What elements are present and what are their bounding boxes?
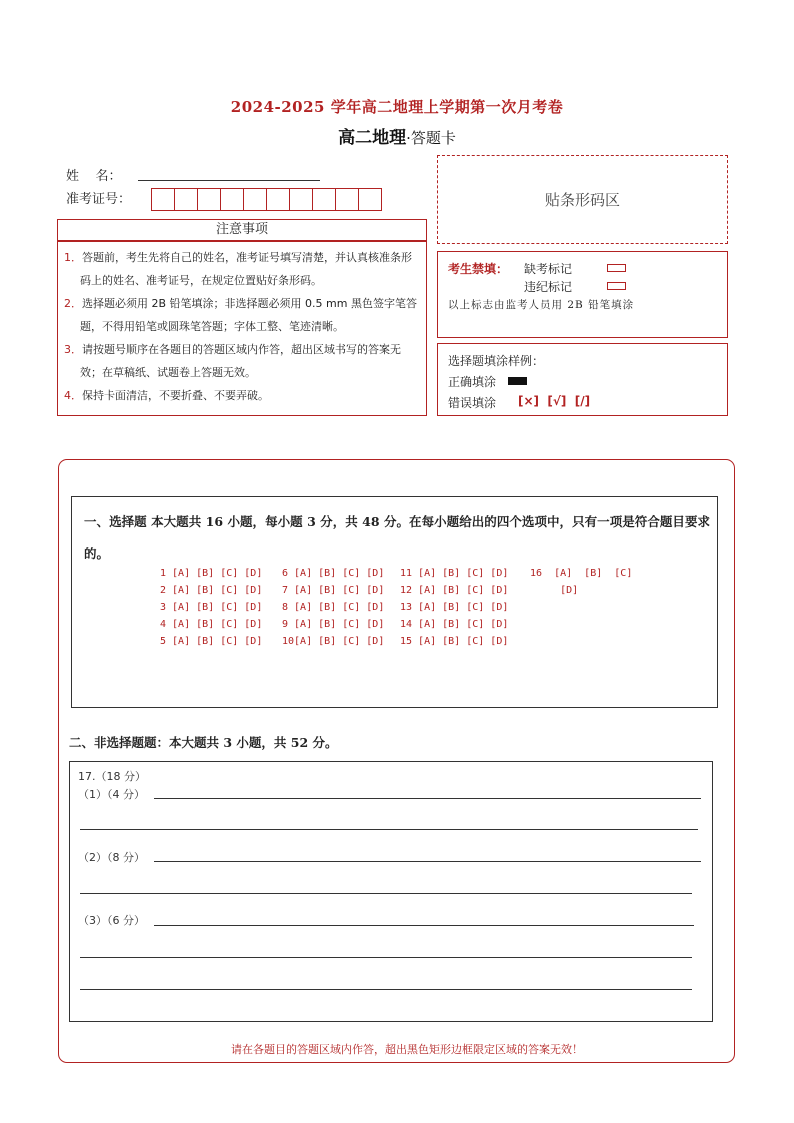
exam-title: 2024-2025 学年高二地理上学期第一次月考卷 [230,98,564,116]
answer-line[interactable] [80,989,692,990]
id-box[interactable] [197,188,221,211]
violation-mark-checkbox[interactable] [607,282,626,290]
choice-section-instruction: 一、选择题 本大题共 16 小题，每小题 3 分，共 48 分。在每小题给出的四个选项中，只有一项是符合题目要求的。 [84,514,710,561]
choice-q14[interactable]: 14 [A] [B] [C] [D] [400,619,509,630]
choice-q7[interactable]: 7 [A] [B] [C] [D] [282,585,385,596]
choice-q8[interactable]: 8 [A] [B] [C] [D] [282,602,385,613]
absent-mark-checkbox[interactable] [607,264,626,272]
notice-title: 注意事项 [57,219,427,241]
proctor-mark-box [437,251,728,338]
answer-line[interactable] [154,925,694,926]
choice-q5[interactable]: 5 [A] [B] [C] [D] [160,636,263,647]
free-response-box [69,761,713,1022]
choice-q9[interactable]: 9 [A] [B] [C] [D] [282,619,385,630]
choice-q16-d[interactable]: [D] [530,585,579,596]
id-box[interactable] [220,188,244,211]
answer-line[interactable] [80,893,692,894]
choice-q1[interactable]: 1 [A] [B] [C] [D] [160,568,263,579]
choice-q16[interactable]: 16 [A] [B] [C] [530,568,633,579]
question-17-1-label: （1）（4 分） [78,788,145,801]
answer-line[interactable] [154,861,701,862]
choice-q13[interactable]: 13 [A] [B] [C] [D] [400,602,509,613]
name-label: 姓 名： [66,169,122,184]
answer-line[interactable] [80,829,698,830]
question-17-3-label: （3）（6 分） [78,914,145,927]
notice-item: 4．保持卡面清洁，不要折叠、不要弄破。 [64,389,269,402]
notice-box [57,241,427,416]
sample-correct-label: 正确填涂 [448,375,497,389]
name-field[interactable] [138,180,320,181]
footer-warning: 请在各题目的答题区域内作答，超出黑色矩形边框限定区域的答案无效！ [231,1043,583,1056]
id-box[interactable] [243,188,267,211]
notice-item: 3．请按题号顺序在各题目的答题区域内作答，超出区域书写的答案无效；在草稿纸、试题卷上答题无效。 [64,343,401,379]
barcode-area [437,155,728,244]
card-title [0,123,794,148]
id-box[interactable] [358,188,382,211]
filled-mark-icon [508,377,527,385]
notice-item: 2．选择题必须用 2B 铅笔填涂；非选择题必须用 0.5 mm 黑色签字笔答题，不得用铅笔或圆珠笔答题；字体工整、笔迹清晰。 [64,297,417,333]
choice-q12[interactable]: 12 [A] [B] [C] [D] [400,585,509,596]
choice-q6[interactable]: 6 [A] [B] [C] [D] [282,568,385,579]
answer-line[interactable] [80,957,692,958]
choice-q15[interactable]: 15 [A] [B] [C] [D] [400,636,509,647]
forbid-label: 考生禁填： [448,262,509,276]
fill-sample-box [437,343,728,416]
id-label: 准考证号： [66,192,132,207]
barcode-label: 贴条形码区 [544,191,620,209]
notice-item: 1．答题前，考生先将自己的姓名，准考证号填写清楚，并认真核准条形码上的姓名、准考证号，在规定位置贴好条形码。 [64,251,412,287]
id-box[interactable] [335,188,359,211]
choice-q10[interactable]: 10[A] [B] [C] [D] [282,636,385,647]
answer-line[interactable] [154,798,701,799]
id-box[interactable] [312,188,336,211]
absent-mark-label: 缺考标记 [524,262,573,276]
choice-q11[interactable]: 11 [A] [B] [C] [D] [400,568,509,579]
violation-mark-label: 违纪标记 [524,280,573,294]
id-box[interactable] [151,188,175,211]
question-17-2-label: （2）（8 分） [78,851,145,864]
choice-q3[interactable]: 3 [A] [B] [C] [D] [160,602,263,613]
card-title-card: 答题卡 [410,129,456,147]
card-title-separator: · [406,129,411,147]
choice-q2[interactable]: 2 [A] [B] [C] [D] [160,585,263,596]
id-number-boxes[interactable] [151,188,381,211]
free-response-title: 二、非选择题题：本大题共 3 小题，共 52 分。 [69,735,338,750]
forbid-note: 以上标志由监考人员用 2B 铅笔填涂 [448,299,635,311]
card-title-subject: 高二地理 [338,128,407,148]
question-17-label: 17.（18 分） [78,770,146,783]
choice-q4[interactable]: 4 [A] [B] [C] [D] [160,619,263,630]
id-box[interactable] [289,188,313,211]
id-box[interactable] [266,188,290,211]
sample-title: 选择题填涂样例： [448,354,545,368]
wrong-marks: [×] [√] [/] [518,394,591,408]
id-box[interactable] [174,188,198,211]
sample-wrong-label: 错误填涂 [448,396,497,410]
